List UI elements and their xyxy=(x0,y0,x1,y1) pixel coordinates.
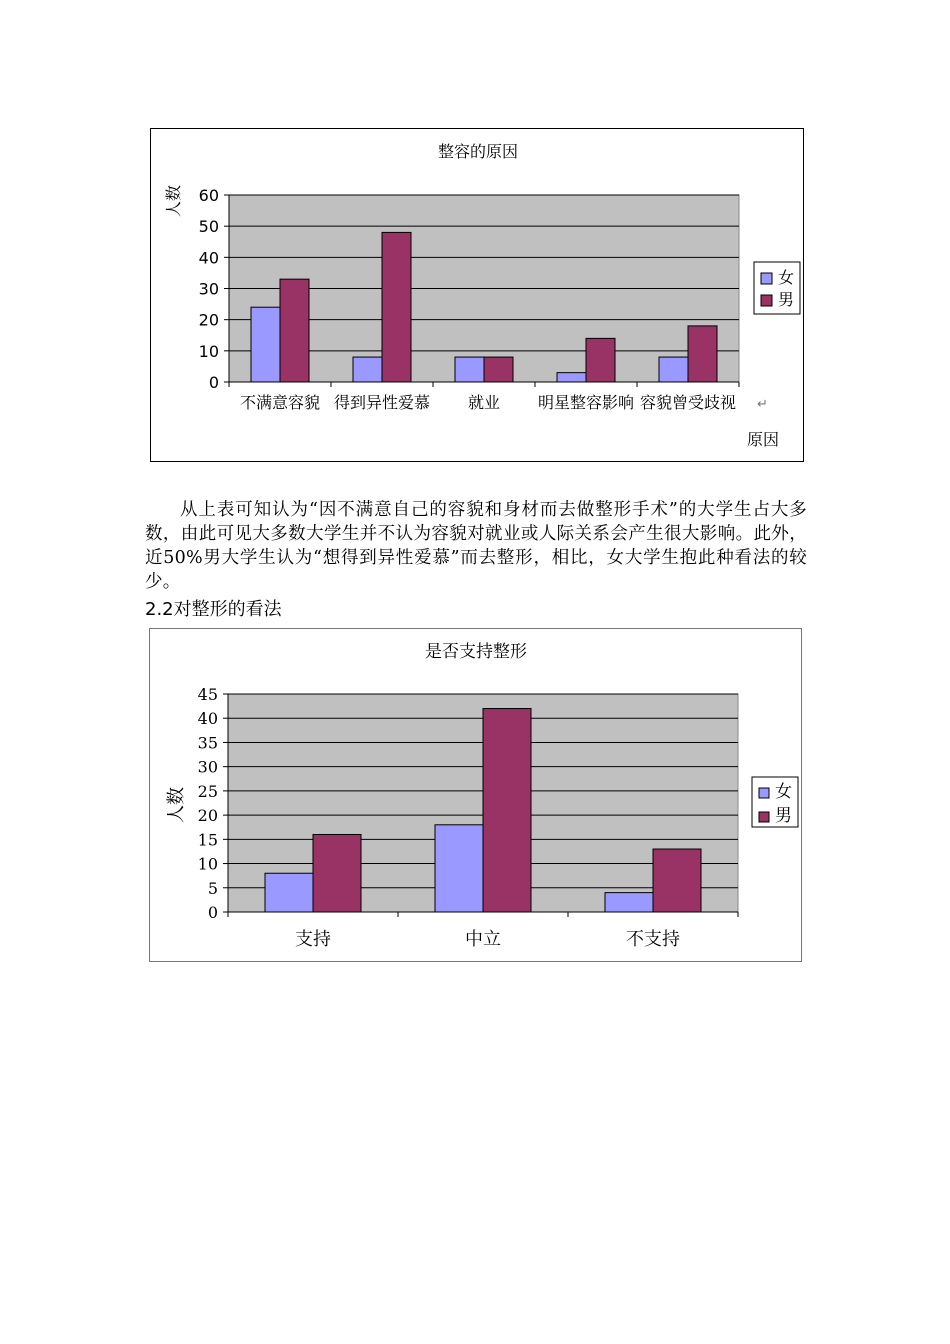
body-paragraph: 从上表可知认为“因不满意自己的容貌和身材而去做整形手术”的大学生占大多数，由此可见大多数大学生并不认为容貌对就业或人际关系会产生很大影响。此外，近50%男大学生认为“想得到异性爱慕”而去整形，相比，女大学生抱此种看法的较少。 xyxy=(145,500,807,592)
y-tick-label: 45 xyxy=(197,685,218,704)
x-tick-label: 中立 xyxy=(465,929,501,950)
y-tick-label: 10 xyxy=(198,341,219,361)
legend-swatch xyxy=(759,788,769,798)
y-tick-label: 40 xyxy=(198,248,219,268)
x-tick-label: 不支持 xyxy=(626,929,680,950)
y-tick-label: 30 xyxy=(197,757,218,777)
section-heading: 2.2对整形的看法 xyxy=(145,599,282,620)
legend-swatch xyxy=(761,295,772,306)
chart-title: 整容的原因 xyxy=(437,142,519,161)
x-tick-label: 就业 xyxy=(467,393,501,412)
legend-entry: 女 xyxy=(775,782,792,802)
bar-male xyxy=(484,357,513,382)
bar-male xyxy=(313,834,361,912)
y-tick-label: 40 xyxy=(197,709,218,729)
legend xyxy=(754,262,800,314)
y-tick-label: 0 xyxy=(207,903,218,922)
bar-male xyxy=(688,326,717,382)
y-tick-label: 20 xyxy=(197,806,218,826)
bar-female xyxy=(251,307,280,382)
bar-male xyxy=(382,232,411,382)
chart-reasons-frame xyxy=(150,128,804,462)
x-tick-label: 明星整容影响 xyxy=(537,393,635,412)
y-axis-label: 人数 xyxy=(164,184,183,218)
y-tick-label: 10 xyxy=(197,854,218,874)
legend-entry: 男 xyxy=(775,806,792,826)
y-tick-label: 35 xyxy=(197,733,218,753)
bar-female xyxy=(605,893,653,912)
y-tick-label: 20 xyxy=(198,310,219,330)
x-tick-label: 得到异性爱慕 xyxy=(333,393,431,412)
bar-female xyxy=(659,357,688,382)
bar-male xyxy=(280,279,309,382)
x-axis-label: 原因 xyxy=(746,430,779,449)
y-tick-label: 60 xyxy=(198,186,219,205)
legend-entry: 男 xyxy=(778,290,795,309)
bar-male xyxy=(653,849,701,912)
bar-female xyxy=(435,825,483,912)
legend xyxy=(752,777,798,827)
y-tick-label: 0 xyxy=(208,373,219,392)
legend-swatch xyxy=(759,812,769,822)
y-tick-label: 30 xyxy=(198,279,219,299)
bar-female xyxy=(455,357,484,382)
x-tick-label: 容貌曾受歧视 xyxy=(639,393,737,412)
paragraph-mark: ↵ xyxy=(757,397,768,412)
y-tick-label: 15 xyxy=(197,830,218,850)
chart-reasons xyxy=(151,129,805,463)
x-tick-label: 支持 xyxy=(295,929,331,950)
y-tick-label: 25 xyxy=(197,781,218,801)
legend-entry: 女 xyxy=(778,268,795,287)
legend-swatch xyxy=(761,273,772,284)
chart-support-frame xyxy=(149,628,802,962)
y-tick-label: 5 xyxy=(207,878,218,898)
bar-female xyxy=(265,873,313,912)
bar-female xyxy=(353,357,382,382)
y-axis-label: 人数 xyxy=(166,787,187,823)
bar-male xyxy=(483,709,531,912)
bar-male xyxy=(586,338,615,382)
bar-female xyxy=(557,373,586,382)
y-tick-label: 50 xyxy=(198,217,219,237)
chart-title: 是否支持整形 xyxy=(425,642,527,662)
chart-support xyxy=(150,629,803,963)
x-tick-label: 不满意容貌 xyxy=(239,393,321,412)
